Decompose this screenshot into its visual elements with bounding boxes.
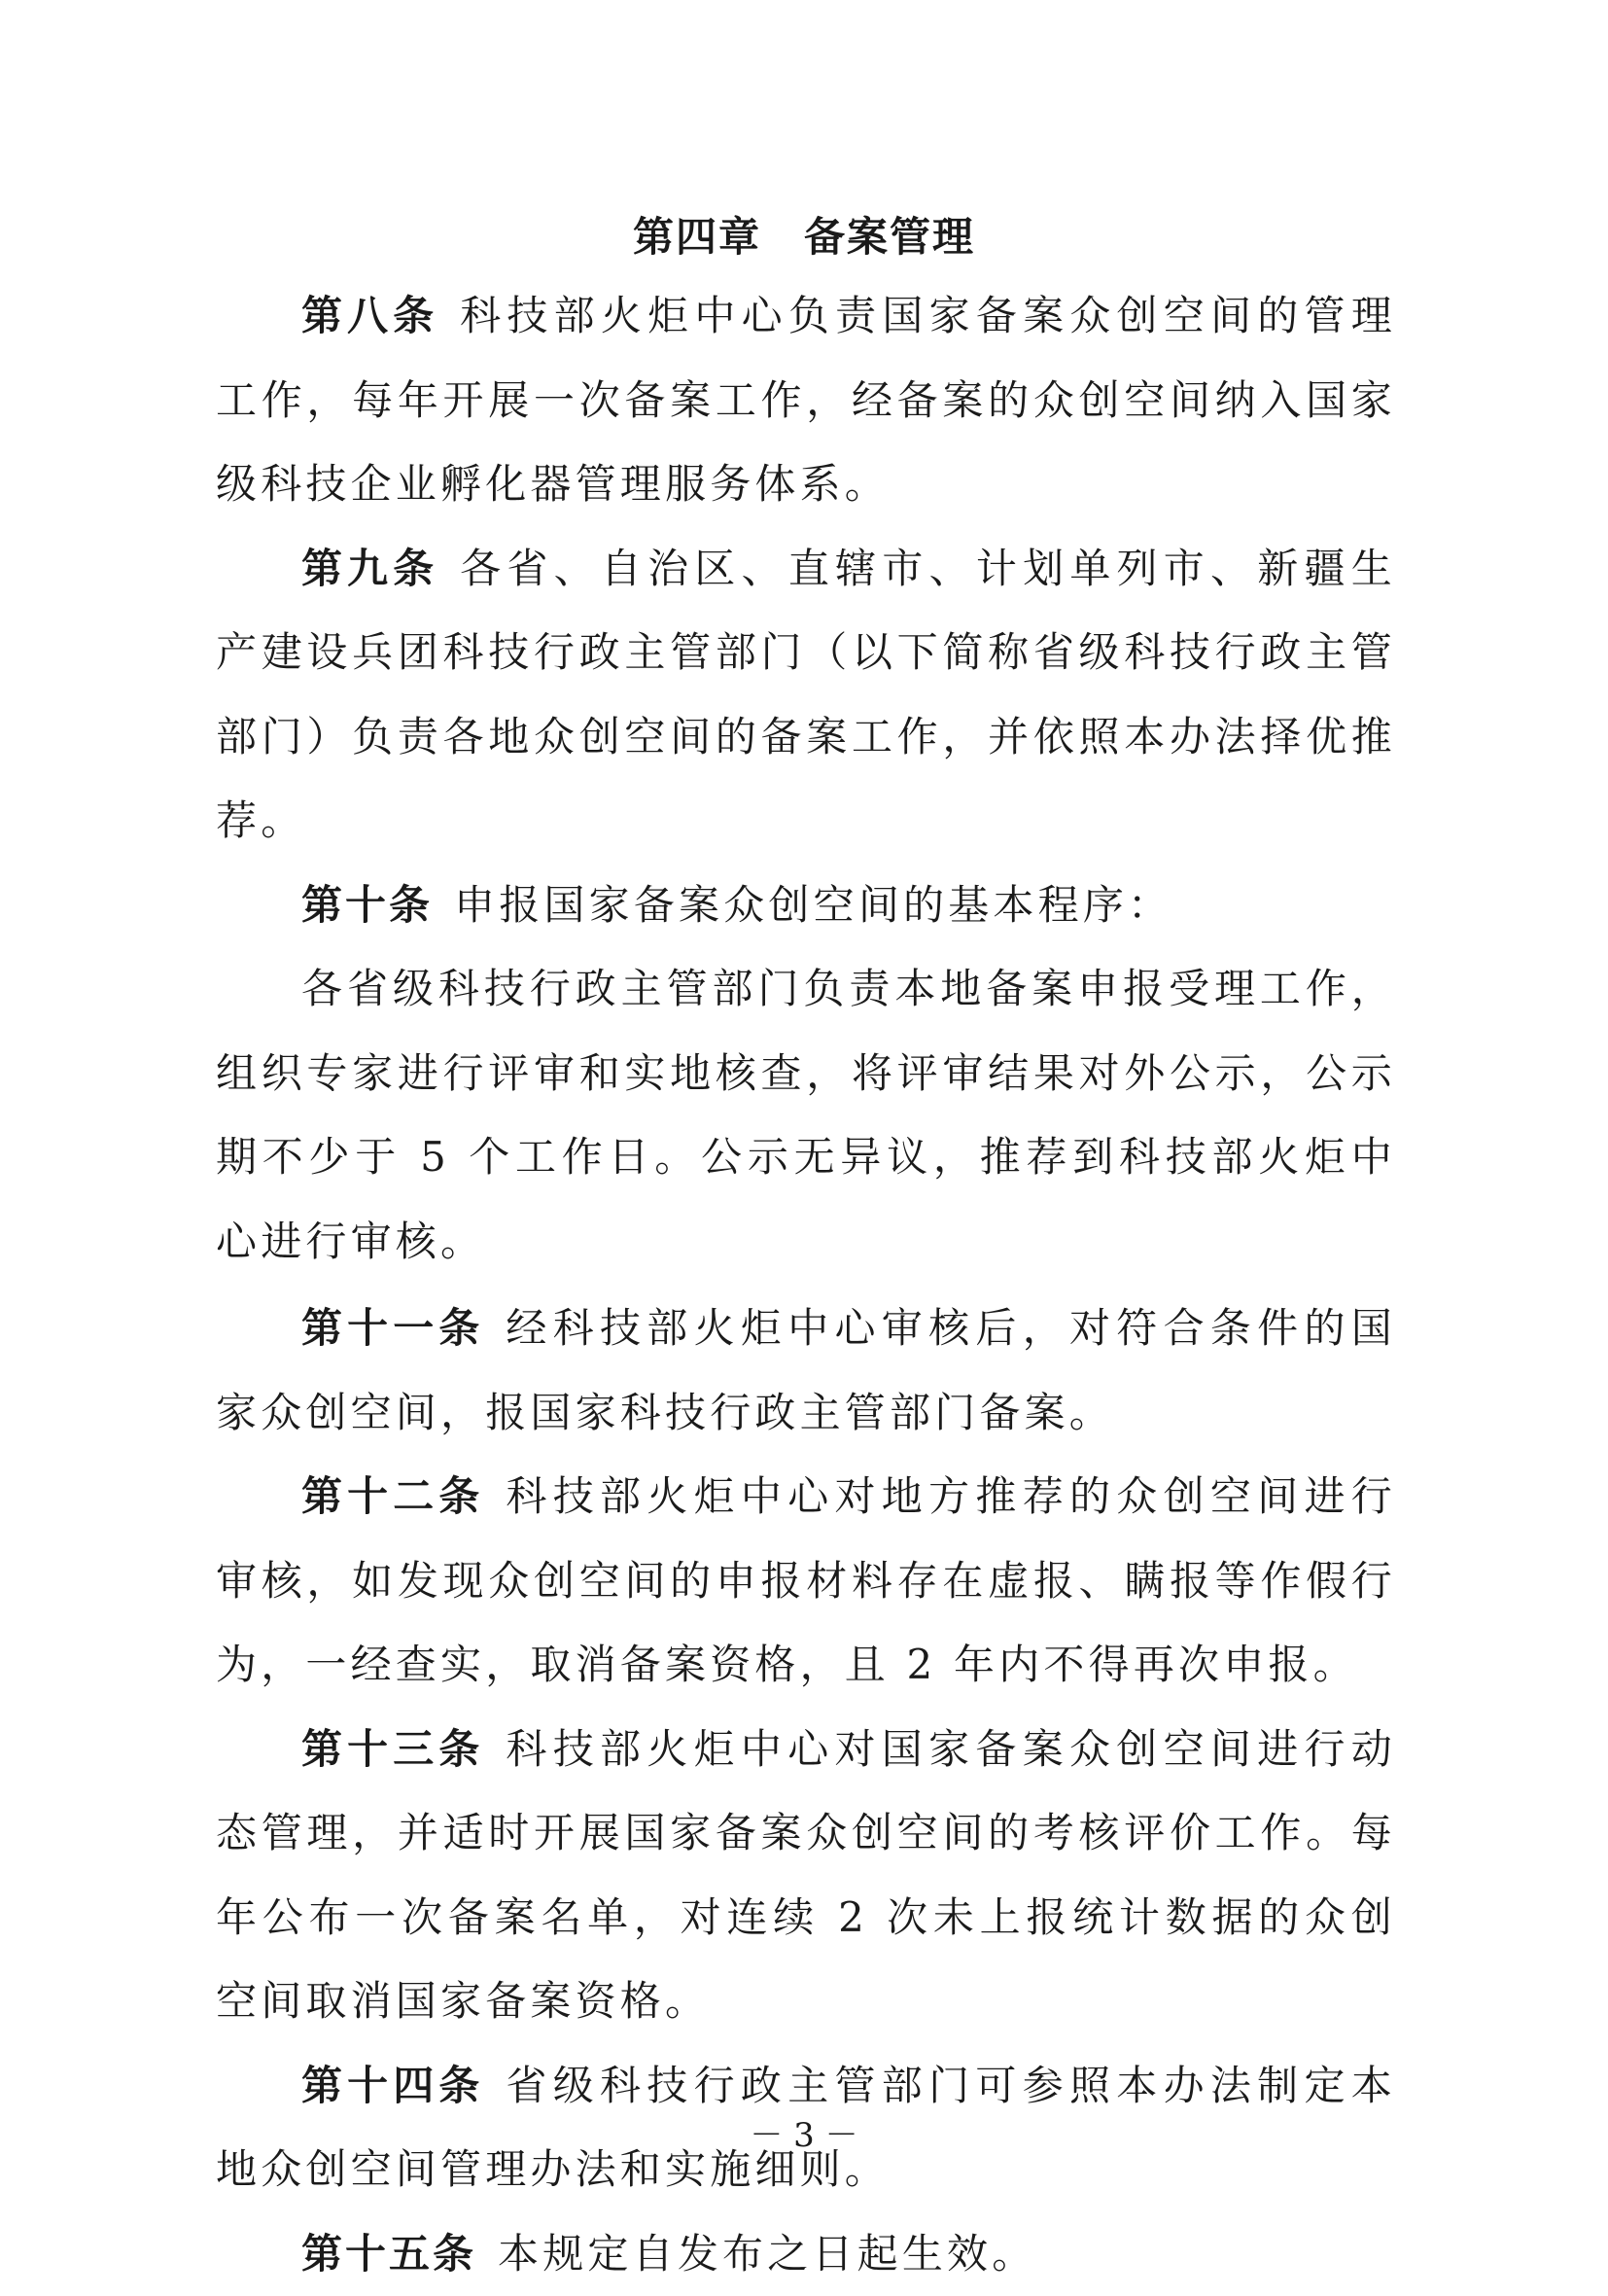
article-text: 科技部火炬中心对地方推荐的众创空间进行审核，如发现众创空间的申报材料存在虚报、瞒报等作假行为，一经查实，取消备案资格，且 2 年内不得再次申报。 xyxy=(216,1472,1396,1688)
article-text: 本规定自发布之日起生效。 xyxy=(498,2230,1036,2278)
chapter-title: 第四章 备案管理 xyxy=(0,210,1608,265)
article-text: 科技部火炬中心对国家备案众创空间进行动态管理，并适时开展国家备案众创空间的考核评价工作。每年公布一次备案名单，对连续 2 次未上报统计数据的众创空间取消国家备案资格。 xyxy=(216,1725,1396,2026)
article-10 xyxy=(216,864,1396,948)
page-number: － 3 － xyxy=(0,2116,1608,2155)
article-text: 申报国家备案众创空间的基本程序： xyxy=(454,881,1172,929)
article-label: 第十三条 xyxy=(301,1725,484,1773)
article-13 xyxy=(216,1708,1396,2044)
article-label: 第九条 xyxy=(301,545,438,592)
article-15 xyxy=(216,2212,1396,2296)
article-text: 科技部火炬中心负责国家备案众创空间的管理工作，每年开展一次备案工作，经备案的众创空间纳入国家级科技企业孵化器管理服务体系。 xyxy=(216,292,1396,508)
article-label: 第十条 xyxy=(301,881,433,929)
article-12 xyxy=(216,1455,1396,1708)
article-10-procedure xyxy=(216,947,1396,1284)
article-label: 第十一条 xyxy=(301,1304,484,1352)
article-text: 经科技部火炬中心审核后，对符合条件的国家众创空间，报国家科技行政主管部门备案。 xyxy=(216,1304,1396,1436)
article-label: 第十二条 xyxy=(301,1472,484,1520)
article-label: 第八条 xyxy=(301,292,438,339)
article-9 xyxy=(216,527,1396,864)
article-label: 第十四条 xyxy=(301,2062,484,2109)
article-text: 各省级科技行政主管部门负责本地备案申报受理工作，组织专家进行评审和实地核查，将评审结果对外公示，公示期不少于 5 个工作日。公示无异议，推荐到科技部火炬中心进行审核。 xyxy=(216,965,1396,1265)
article-label: 第十五条 xyxy=(301,2230,476,2278)
article-text: 各省、自治区、直辖市、计划单列市、新疆生产建设兵团科技行政主管部门（以下简称省级科技行政主管部门）负责各地众创空间的备案工作，并依照本办法择优推荐。 xyxy=(216,545,1396,845)
document-body xyxy=(216,274,1396,2296)
article-8 xyxy=(216,274,1396,527)
article-text: 省级科技行政主管部门可参照本办法制定本地众创空间管理办法和实施细则。 xyxy=(216,2062,1396,2194)
article-11 xyxy=(216,1287,1396,1455)
